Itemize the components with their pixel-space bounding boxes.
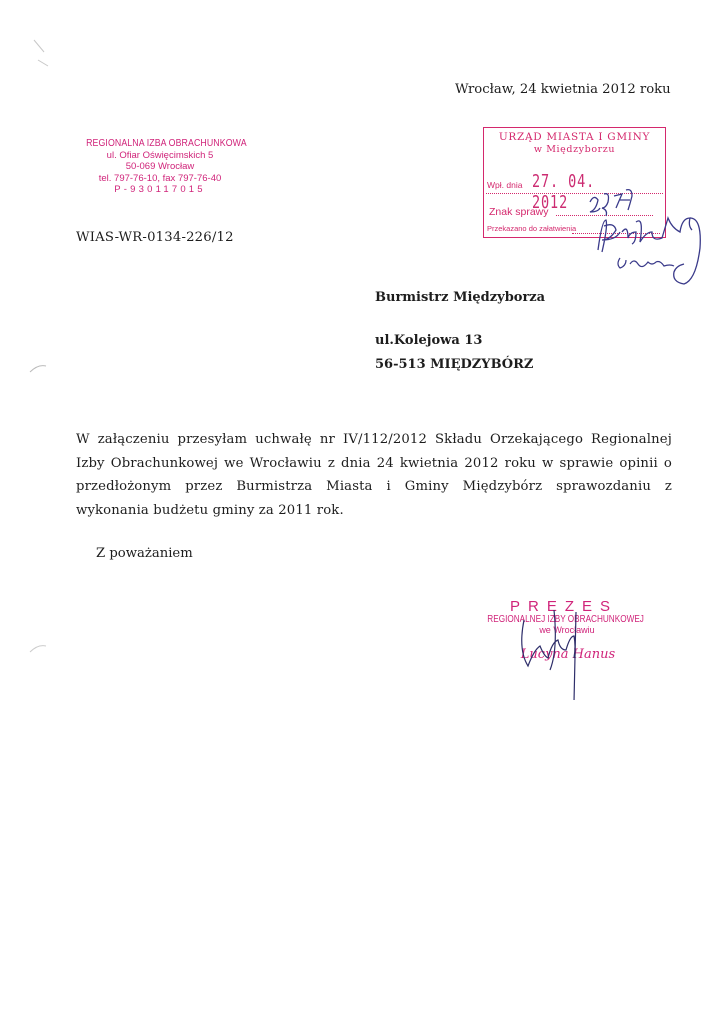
sender-street: ul. Ofiar Oświęcimskich 5 bbox=[106, 149, 214, 161]
received-date: 27. 04. 2012 bbox=[532, 171, 596, 213]
recipient-street: ul.Kolejowa 13 bbox=[375, 333, 483, 348]
case-label: Znak sprawy bbox=[489, 206, 549, 218]
sender-stamp bbox=[76, 138, 247, 196]
sender-phone: tel. 797-76-10, fax 797-76-40 bbox=[98, 172, 222, 184]
sender-city: 50-069 Wrocław bbox=[125, 161, 195, 172]
signature-name: Lucyna Hanus bbox=[520, 647, 616, 662]
received-stamp-office: URZĄD MIASTA I GMINY bbox=[498, 131, 651, 143]
sender-org: REGIONALNA IZBA OBRACHUNKOWA bbox=[86, 138, 247, 149]
signature-city: we Wrocławiu bbox=[539, 625, 595, 635]
received-label: Wpł. dnia bbox=[487, 180, 523, 190]
handwritten-annotations bbox=[480, 160, 710, 300]
letter-body: W załączeniu przesyłam uchwałę nr IV/112/2012 Składu Orzekającego Regionalnej Izby Obrachunkowej we Wrocławiu z dnia 24 kwietnia 2012 roku w sprawie opinii o przedłożonym przez Burmistrza Miasta i Gminy Międzybórz sprawozdaniu z wykonania budżetu gminy za 2011 rok. bbox=[76, 432, 672, 518]
sender-nip: P-930117015 bbox=[114, 184, 206, 195]
signature-org: REGIONALNEJ IZBY OBRACHUNKOWEJ bbox=[487, 614, 644, 625]
signature-title: PREZES bbox=[509, 598, 618, 615]
received-stamp-town: w Międzyborzu bbox=[533, 144, 616, 155]
closing: Z poważaniem bbox=[96, 546, 193, 561]
place-date: Wrocław, 24 kwietnia 2012 roku bbox=[455, 82, 671, 97]
handwritten-signature bbox=[500, 600, 610, 700]
passed-label: Przekazano do załatwienia bbox=[487, 224, 577, 233]
recipient-name: Burmistrz Międzyborza bbox=[375, 290, 546, 305]
recipient-city: 56-513 MIĘDZYBÓRZ bbox=[375, 357, 534, 372]
reference-number: WIAS-WR-0134-226/12 bbox=[76, 230, 234, 245]
